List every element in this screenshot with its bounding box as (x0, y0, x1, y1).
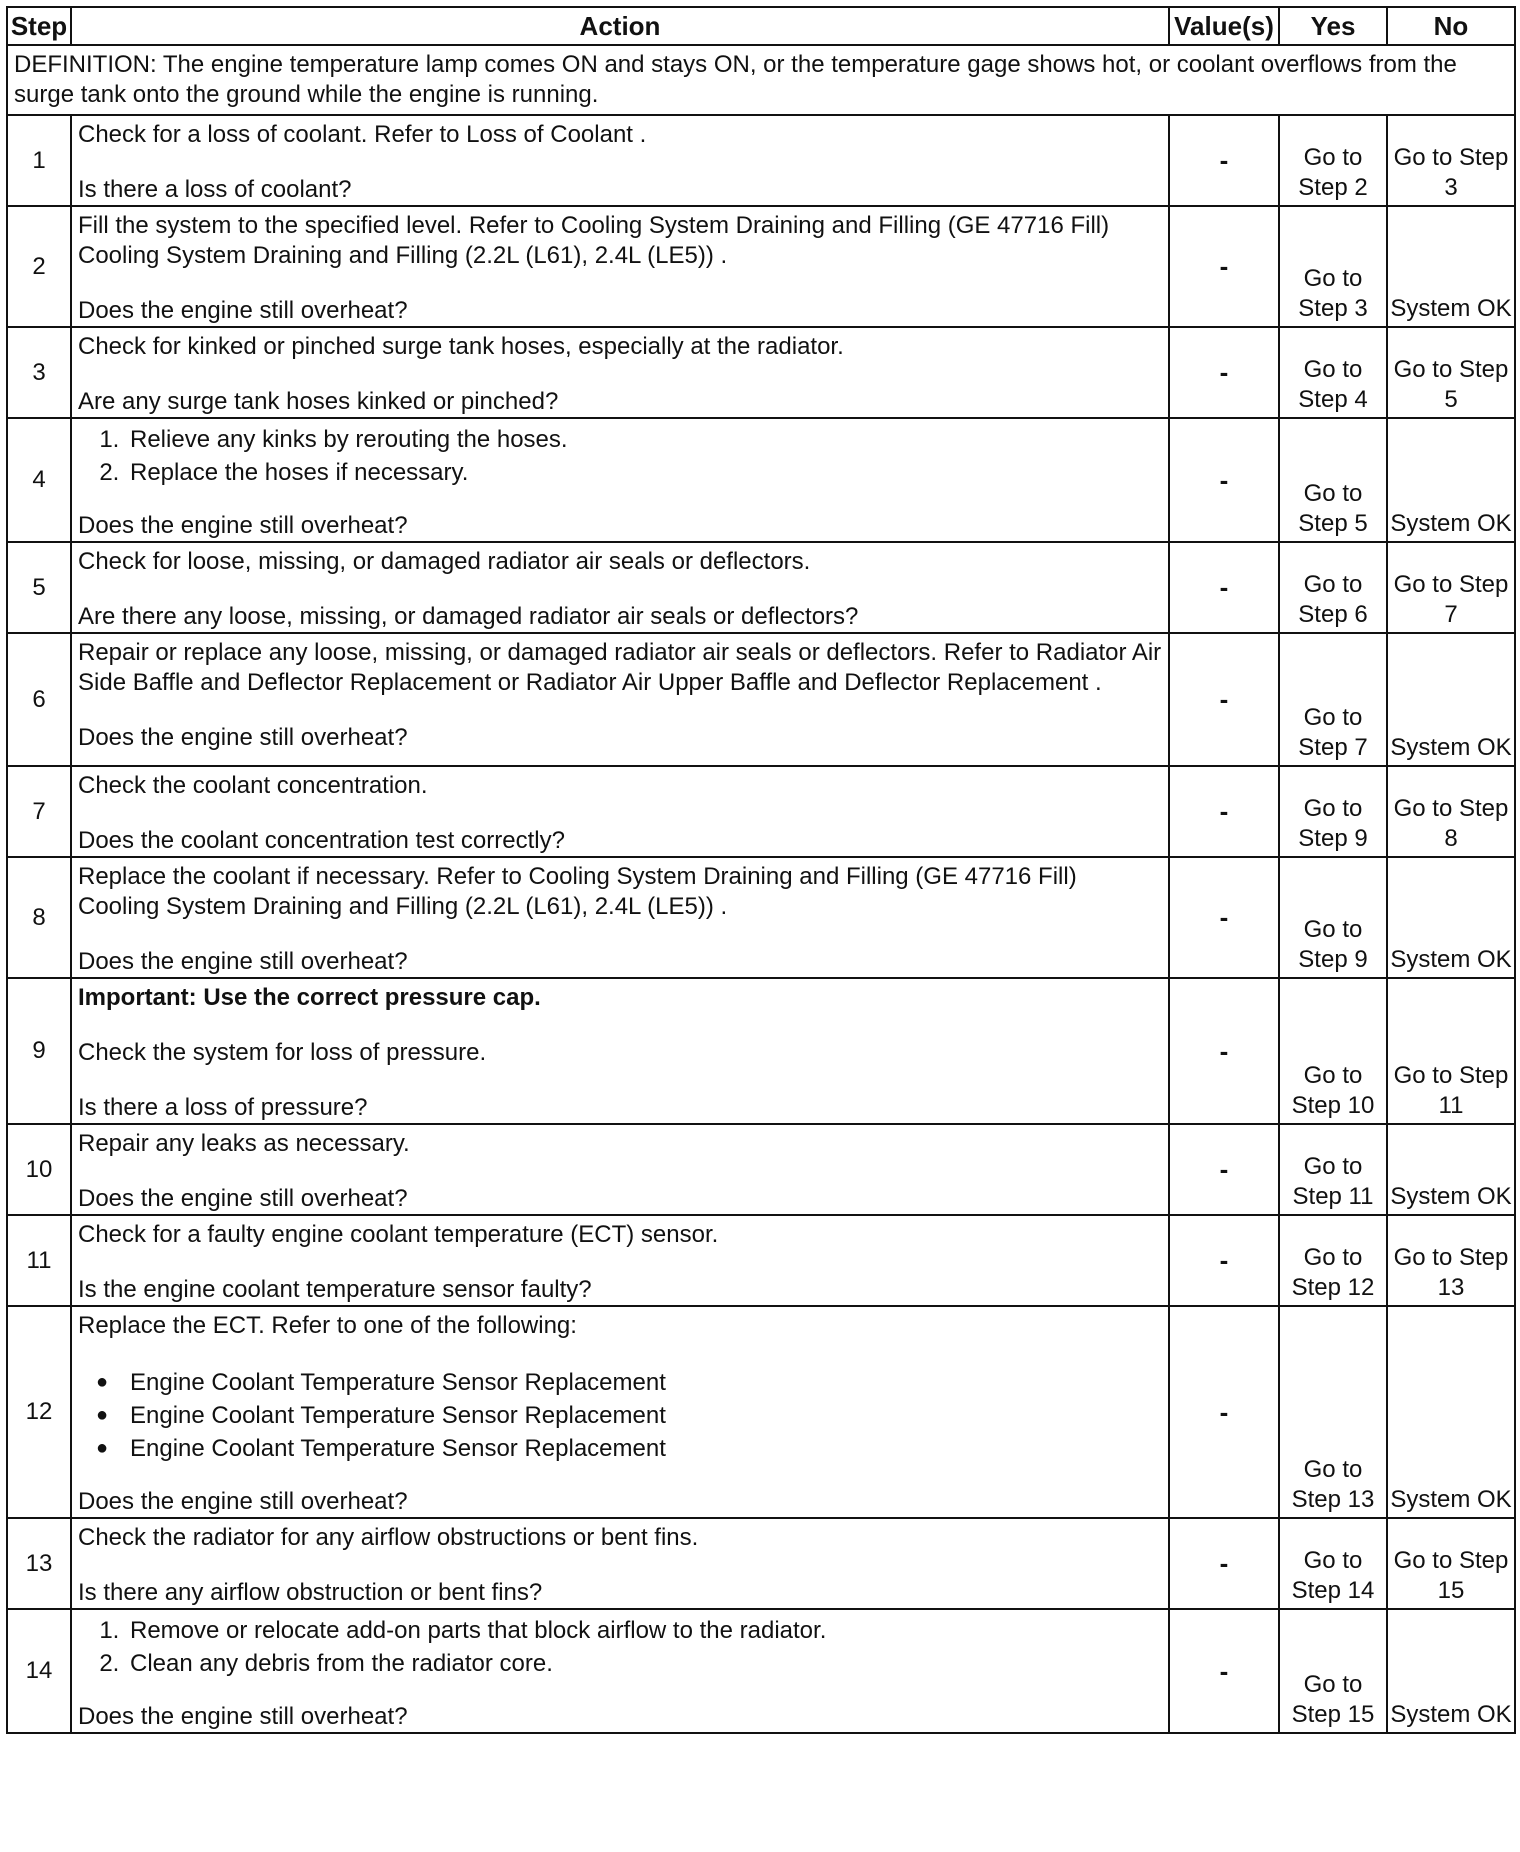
step-number: 8 (7, 857, 71, 978)
table-row (7, 1215, 1515, 1306)
yes-cell: Go to Step 3 (1279, 206, 1387, 327)
no-cell: Go to Step 11 (1387, 978, 1515, 1124)
yes-cell: Go to Step 2 (1279, 115, 1387, 206)
step-number: 3 (7, 327, 71, 418)
step-number: 9 (7, 978, 71, 1124)
header-row (7, 7, 1515, 45)
action-cell (71, 542, 1169, 633)
header-step: Step (7, 7, 71, 45)
action-question: Is there any airflow obstruction or bent fins? (78, 1579, 543, 1606)
step-number: 13 (7, 1518, 71, 1609)
action-cell (71, 857, 1169, 978)
table-row (7, 857, 1515, 978)
no-cell: Go to Step 15 (1387, 1518, 1515, 1609)
action-text: Fill the system to the specified level. Refer to Cooling System Draining and Filling (GE 47716 Fill) Cooling System Draining and Filling (2.2L (L61), 2.4L (LE5)) . (78, 212, 1110, 269)
action-question: Are there any loose, missing, or damaged radiator air seals or deflectors? (78, 603, 859, 630)
numbered-list (78, 1614, 1162, 1680)
no-cell: Go to Step 8 (1387, 766, 1515, 857)
step-number: 1 (7, 115, 71, 206)
action-cell (71, 978, 1169, 1124)
value-cell: - (1169, 633, 1279, 766)
step-number: 11 (7, 1215, 71, 1306)
action-question: Is there a loss of pressure? (78, 1094, 368, 1121)
action-question: Does the engine still overheat? (78, 948, 408, 975)
yes-cell: Go to Step 4 (1279, 327, 1387, 418)
step-number: 5 (7, 542, 71, 633)
action-cell (71, 206, 1169, 327)
action-cell (71, 115, 1169, 206)
action-text: Check for a loss of coolant. Refer to Loss of Coolant . (78, 121, 647, 148)
value-cell: - (1169, 1306, 1279, 1518)
header-action: Action (71, 7, 1169, 45)
action-cell (71, 1306, 1169, 1518)
yes-cell: Go to Step 13 (1279, 1306, 1387, 1518)
yes-cell: Go to Step 9 (1279, 857, 1387, 978)
yes-cell: Go to Step 10 (1279, 978, 1387, 1124)
value-cell: - (1169, 542, 1279, 633)
table-row (7, 206, 1515, 327)
yes-cell: Go to Step 12 (1279, 1215, 1387, 1306)
action-cell (71, 1609, 1169, 1733)
list-item: 2. Clean any debris from the radiator core. (126, 1647, 1162, 1680)
table-row (7, 1609, 1515, 1733)
action-text: Check the coolant concentration. (78, 772, 428, 799)
no-cell: Go to Step 3 (1387, 115, 1515, 206)
table-row (7, 115, 1515, 206)
value-cell: - (1169, 1518, 1279, 1609)
action-text: Check the system for loss of pressure. (78, 1039, 487, 1066)
list-item: ● Engine Coolant Temperature Sensor Replacement (126, 1399, 1162, 1432)
bullet-list (78, 1366, 1162, 1465)
no-cell: System OK (1387, 857, 1515, 978)
action-text: Check the radiator for any airflow obstructions or bent fins. (78, 1524, 699, 1551)
header-yes: Yes (1279, 7, 1387, 45)
list-item: ● Engine Coolant Temperature Sensor Replacement (126, 1432, 1162, 1465)
step-number: 4 (7, 418, 71, 542)
no-cell: System OK (1387, 1124, 1515, 1215)
no-cell: System OK (1387, 206, 1515, 327)
action-question: Are any surge tank hoses kinked or pinched? (78, 388, 559, 415)
yes-cell: Go to Step 5 (1279, 418, 1387, 542)
value-cell: - (1169, 115, 1279, 206)
action-text: Replace the coolant if necessary. Refer to Cooling System Draining and Filling (GE 47716 Fill) Cooling System Draining and Filling (2.2L (L61), 2.4L (LE5)) . (78, 863, 1077, 920)
action-text: Repair or replace any loose, missing, or damaged radiator air seals or deflectors. Refer to Radiator Air Side Baffle and Deflector Replacement or Radiator Air Upper Baffle and Deflector Replacement . (78, 639, 1162, 696)
table-row (7, 1306, 1515, 1518)
value-cell: - (1169, 418, 1279, 542)
table-row (7, 1124, 1515, 1215)
step-number: 7 (7, 766, 71, 857)
definition-row (7, 45, 1515, 115)
important-note: Important: Use the correct pressure cap. (78, 984, 541, 1011)
table-row (7, 978, 1515, 1124)
action-question: Is the engine coolant temperature sensor faulty? (78, 1276, 592, 1303)
yes-cell: Go to Step 9 (1279, 766, 1387, 857)
list-item: 1. Relieve any kinks by rerouting the hoses. (126, 423, 1162, 456)
value-cell: - (1169, 1124, 1279, 1215)
numbered-list (78, 423, 1162, 489)
action-question: Does the engine still overheat? (78, 512, 408, 539)
action-cell (71, 1518, 1169, 1609)
action-question: Does the engine still overheat? (78, 1185, 408, 1212)
value-cell: - (1169, 1215, 1279, 1306)
action-question: Does the engine still overheat? (78, 724, 408, 751)
action-cell (71, 633, 1169, 766)
no-cell: System OK (1387, 1306, 1515, 1518)
action-question: Does the engine still overheat? (78, 1703, 408, 1730)
action-question: Does the engine still overheat? (78, 1488, 408, 1515)
yes-cell: Go to Step 7 (1279, 633, 1387, 766)
no-cell: Go to Step 7 (1387, 542, 1515, 633)
no-cell: Go to Step 13 (1387, 1215, 1515, 1306)
action-question: Does the coolant concentration test correctly? (78, 827, 565, 854)
table-row (7, 327, 1515, 418)
yes-cell: Go to Step 15 (1279, 1609, 1387, 1733)
value-cell: - (1169, 766, 1279, 857)
table-row (7, 418, 1515, 542)
no-cell: System OK (1387, 1609, 1515, 1733)
list-item: 2. Replace the hoses if necessary. (126, 456, 1162, 489)
yes-cell: Go to Step 11 (1279, 1124, 1387, 1215)
action-text: Check for kinked or pinched surge tank hoses, especially at the radiator. (78, 333, 844, 360)
header-values: Value(s) (1169, 7, 1279, 45)
action-text: Replace the ECT. Refer to one of the following: (78, 1312, 577, 1339)
no-cell: Go to Step 5 (1387, 327, 1515, 418)
step-number: 12 (7, 1306, 71, 1518)
yes-cell: Go to Step 6 (1279, 542, 1387, 633)
table-row (7, 1518, 1515, 1609)
value-cell: - (1169, 206, 1279, 327)
action-cell (71, 1215, 1169, 1306)
action-question: Does the engine still overheat? (78, 297, 408, 324)
header-no: No (1387, 7, 1515, 45)
list-item: 1. Remove or relocate add-on parts that block airflow to the radiator. (126, 1614, 1162, 1647)
diagnostic-table (6, 6, 1516, 1734)
action-cell (71, 1124, 1169, 1215)
list-item: ● Engine Coolant Temperature Sensor Replacement (126, 1366, 1162, 1399)
step-number: 2 (7, 206, 71, 327)
action-cell (71, 418, 1169, 542)
action-cell (71, 327, 1169, 418)
definition-text: DEFINITION: The engine temperature lamp comes ON and stays ON, or the temperature gage shows hot, or coolant overflows from the surge tank onto the ground while the engine is running. (7, 45, 1515, 115)
step-number: 6 (7, 633, 71, 766)
yes-cell: Go to Step 14 (1279, 1518, 1387, 1609)
table-row (7, 633, 1515, 766)
action-text: Check for loose, missing, or damaged radiator air seals or deflectors. (78, 548, 811, 575)
action-text: Repair any leaks as necessary. (78, 1130, 410, 1157)
value-cell: - (1169, 978, 1279, 1124)
no-cell: System OK (1387, 633, 1515, 766)
step-number: 10 (7, 1124, 71, 1215)
table-row (7, 542, 1515, 633)
action-cell (71, 766, 1169, 857)
action-text: Check for a faulty engine coolant temperature (ECT) sensor. (78, 1221, 719, 1248)
step-number: 14 (7, 1609, 71, 1733)
no-cell: System OK (1387, 418, 1515, 542)
action-question: Is there a loss of coolant? (78, 176, 352, 203)
value-cell: - (1169, 1609, 1279, 1733)
table-row (7, 766, 1515, 857)
value-cell: - (1169, 327, 1279, 418)
value-cell: - (1169, 857, 1279, 978)
